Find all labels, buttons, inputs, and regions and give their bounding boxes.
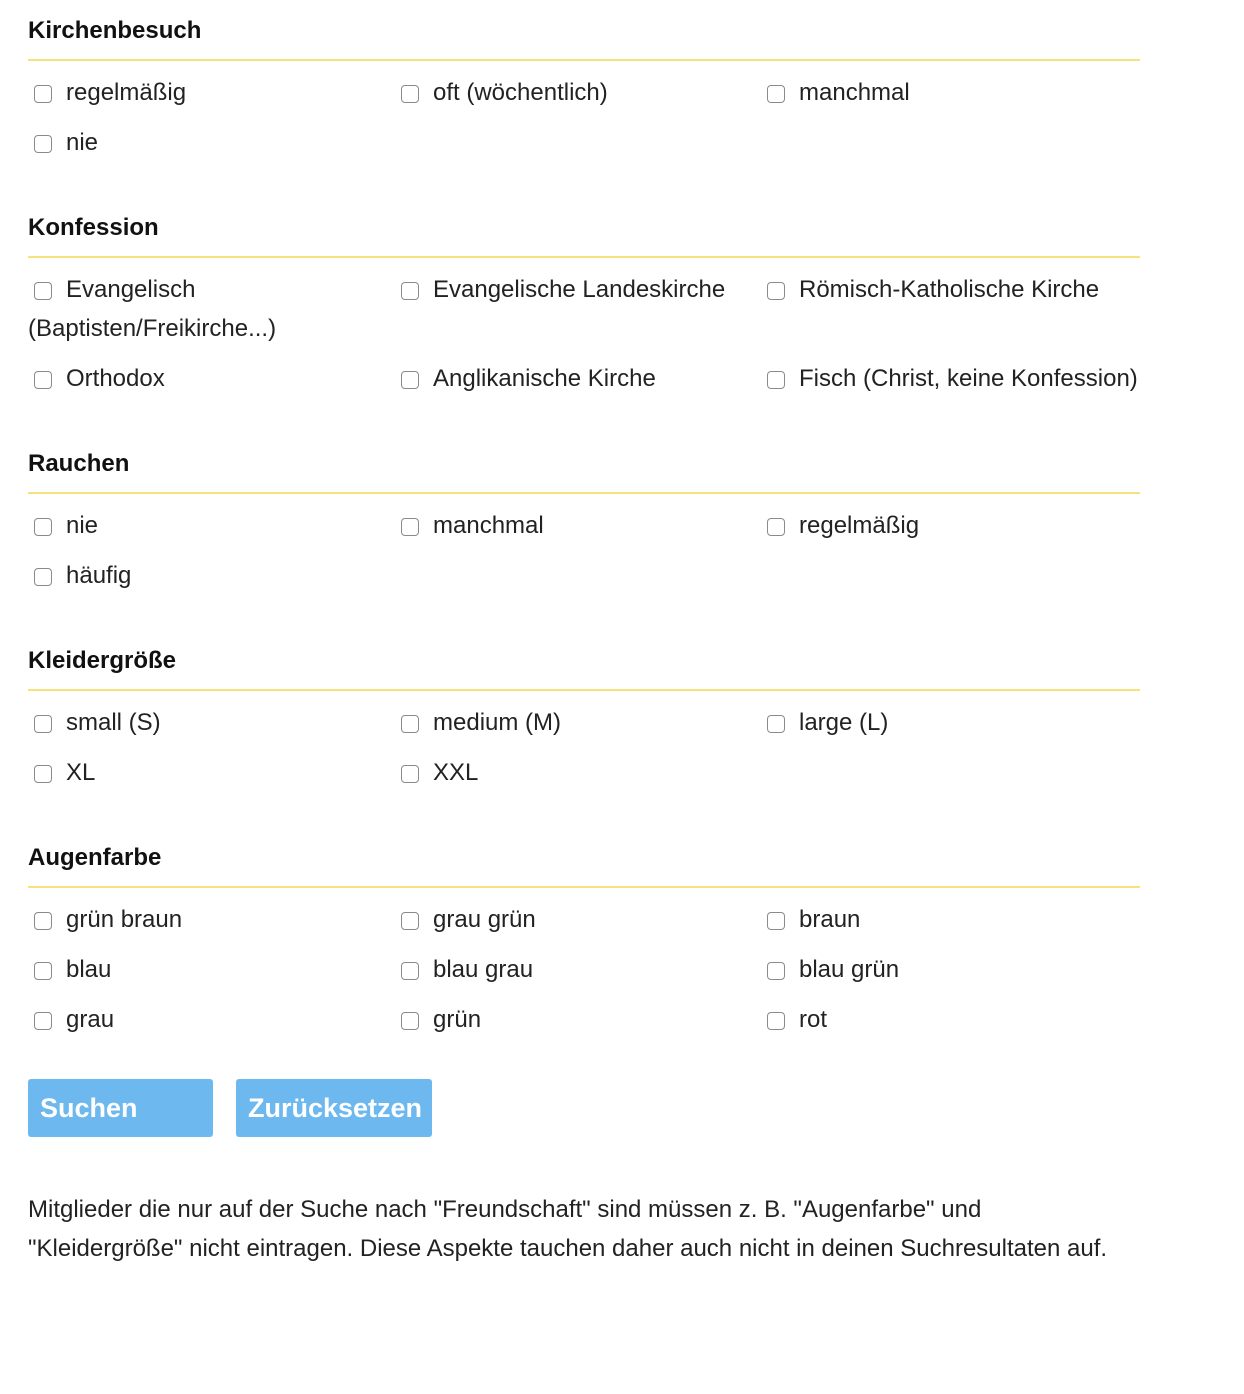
options-grid [28,691,1140,797]
checkbox[interactable] [34,962,52,980]
checkbox[interactable] [34,371,52,389]
checkbox[interactable] [401,962,419,980]
option-label: blau grau [433,956,534,983]
option-label: grau [66,1006,115,1033]
reset-button[interactable]: Zurücksetzen [236,1079,432,1137]
section-title: Kirchenbesuch [28,0,1140,61]
checkbox[interactable] [767,1012,785,1030]
option-nie[interactable] [28,117,395,167]
checkbox[interactable] [401,715,419,733]
spacer [28,797,1140,827]
option-label: XL [66,759,96,786]
option-label: grün [433,1006,482,1033]
option-oft[interactable] [395,67,761,117]
checkbox[interactable] [34,282,52,300]
section-title: Augenfarbe [28,827,1140,888]
options-grid [28,258,1140,403]
checkbox[interactable] [34,1012,52,1030]
section-kirchenbesuch [28,0,1140,167]
checkbox[interactable] [34,715,52,733]
checkbox[interactable] [767,962,785,980]
option-anglikanische-kirche[interactable] [395,353,761,403]
option-label: manchmal [433,512,544,539]
options-grid [28,888,1140,1044]
option-gruen-braun[interactable] [28,894,395,944]
checkbox[interactable] [401,85,419,103]
option-label: häufig [66,562,132,589]
section-augenfarbe [28,827,1140,1044]
option-small[interactable] [28,697,395,747]
option-haeufig[interactable] [28,550,395,600]
checkbox[interactable] [34,518,52,536]
option-label: manchmal [799,79,910,106]
option-manchmal[interactable] [761,67,1140,117]
option-label: regelmäßig [799,512,920,539]
option-nie[interactable] [28,500,395,550]
option-label: braun [799,906,861,933]
spacer [28,1044,1140,1079]
checkbox[interactable] [34,568,52,586]
option-medium[interactable] [395,697,761,747]
option-roemisch-katholische-kirche[interactable] [761,264,1140,353]
option-large[interactable] [761,697,1140,747]
checkbox[interactable] [767,371,785,389]
checkbox[interactable] [401,518,419,536]
checkbox[interactable] [34,912,52,930]
option-label: medium (M) [433,709,562,736]
checkbox[interactable] [34,135,52,153]
section-konfession [28,197,1140,403]
option-xxl[interactable] [395,747,761,797]
options-grid [28,494,1140,600]
option-blau-grau[interactable] [395,944,761,994]
checkbox[interactable] [401,1012,419,1030]
section-kleidergroesse [28,630,1140,797]
option-regelmaessig[interactable] [28,67,395,117]
option-manchmal[interactable] [395,500,761,550]
section-rauchen [28,433,1140,600]
checkbox[interactable] [401,282,419,300]
section-title: Kleidergröße [28,630,1140,691]
checkbox[interactable] [767,518,785,536]
spacer [28,167,1140,197]
checkbox[interactable] [401,765,419,783]
option-label: nie [66,512,99,539]
option-label: small (S) [66,709,161,736]
option-grau-gruen[interactable] [395,894,761,944]
option-label: Fisch (Christ, keine Konfession) [799,365,1138,392]
option-blau[interactable] [28,944,395,994]
checkbox[interactable] [767,912,785,930]
option-grau[interactable] [28,994,395,1044]
option-regelmaessig[interactable] [761,500,1140,550]
checkbox[interactable] [34,765,52,783]
section-title: Rauchen [28,433,1140,494]
option-evangelische-landeskirche[interactable] [395,264,761,353]
option-label: blau grün [799,956,900,983]
form-actions [28,1079,1140,1137]
option-label: Anglikanische Kirche [433,365,656,392]
checkbox[interactable] [401,371,419,389]
option-orthodox[interactable] [28,353,395,403]
section-title: Konfession [28,197,1140,258]
option-fisch[interactable] [761,353,1140,403]
option-label: XXL [433,759,479,786]
option-label: rot [799,1006,828,1033]
info-note: Mitglieder die nur auf der Suche nach "Freundschaft" sind müssen z. B. "Augenfarbe" und "Kleidergröße" nicht eintragen. Diese Aspekte tauchen daher auch nicht in deinen Suchresultaten auf. [28,1196,1108,1262]
option-evangelisch[interactable] [28,264,395,353]
checkbox[interactable] [34,85,52,103]
option-label: grün braun [66,906,183,933]
options-grid [28,61,1140,167]
option-label: regelmäßig [66,79,187,106]
option-blau-gruen[interactable] [761,944,1140,994]
option-label: Evangelisch (Baptisten/Freikirche...) [28,276,277,342]
checkbox[interactable] [767,715,785,733]
search-button[interactable]: Suchen [28,1079,213,1137]
option-xl[interactable] [28,747,395,797]
checkbox[interactable] [767,282,785,300]
checkbox[interactable] [767,85,785,103]
option-label: Evangelische Landeskirche [433,276,726,303]
spacer [28,1137,1140,1190]
spacer [28,403,1140,433]
option-rot[interactable] [761,994,1140,1044]
spacer [28,600,1140,630]
option-label: blau [66,956,112,983]
option-label: large (L) [799,709,889,736]
option-label: Orthodox [66,365,165,392]
option-label: nie [66,129,99,156]
option-gruen[interactable] [395,994,761,1044]
checkbox[interactable] [401,912,419,930]
option-braun[interactable] [761,894,1140,944]
option-label: grau grün [433,906,536,933]
search-filter-form [28,0,1140,1268]
option-label: Römisch-Katholische Kirche [799,276,1100,303]
option-label: oft (wöchentlich) [433,79,608,106]
